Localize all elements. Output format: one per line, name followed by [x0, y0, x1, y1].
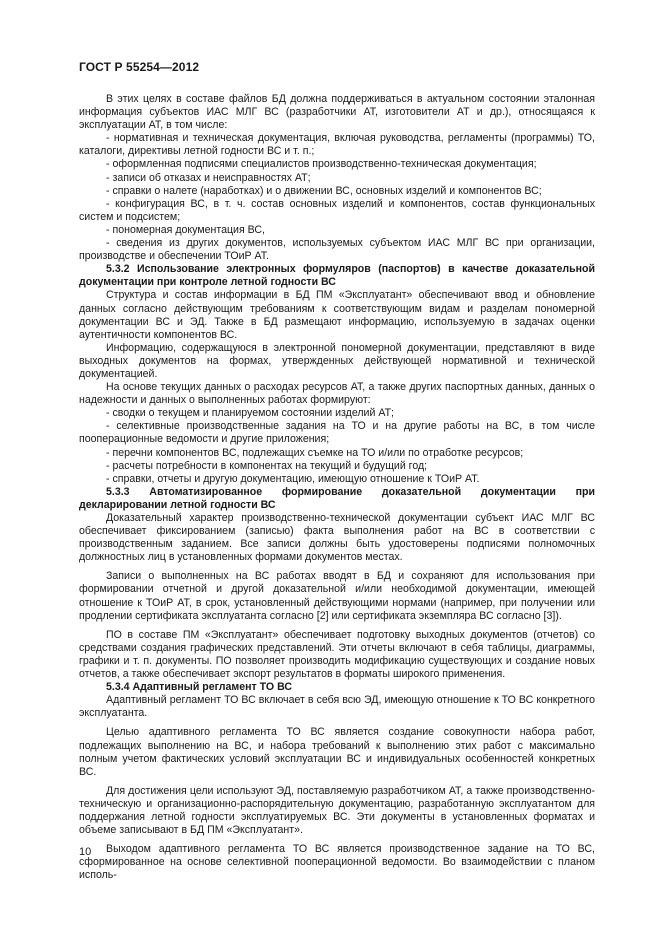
paragraph: На основе текущих данных о расходах ресурсов АТ, а также других паспортных данных, данных о надежности и данных о выполненных работах формируют:	[79, 381, 595, 407]
paragraph: Информацию, содержащуюся в электронной пономерной документации, представляют в виде выходных документов на формах, утвержденных действующей нормативной и технической документацией.	[79, 341, 595, 380]
paragraph: Для достижения цели используют ЭД, поставляемую разработчиком АТ, а также производственно-техническую и организационно-распорядительную документацию, разработанную эксплуатантом для поддержания летной годности эксплуатируемых ВС. Эти документы в установленных форматах и объеме записывают в БД ПМ «Эксплуатант».	[79, 784, 595, 837]
section-heading-5-3-2: 5.3.2 Использование электронных формуляров (паспортов) в качестве доказательной документации при контроле летной годности ВС	[79, 263, 595, 289]
list-item: - сведения из других документов, используемых субъектом ИАС МЛГ ВС при организации, производстве и обеспечении ТОиР АТ.	[79, 237, 595, 263]
document-header: ГОСТ Р 55254—2012	[79, 60, 200, 74]
paragraph: Доказательный характер производственно-технической документации субъект ИАС МЛГ ВС обеспечивает фиксированием (записью) факта выполнения работ на ВС в соответствии с производственным заданием. Все записи должны быть удостоверены подписями полномочных должностных лиц в установленных формами документов местах.	[79, 512, 595, 564]
paragraph: Выходом адаптивного регламента ТО ВС является производственное задание на ТО ВС, сформированное на основе селективной пооперационной ведомости. Во взаимодействии с планом исполь-	[79, 843, 595, 882]
section-heading-5-3-4: 5.3.4 Адаптивный регламент ТО ВС	[106, 681, 292, 694]
list-item: - конфигурация ВС, в т. ч. состав основных изделий и компонентов, состав функциональных систем и подсистем;	[79, 197, 595, 223]
list-item: - записи об отказах и неисправностях АТ;	[106, 171, 311, 184]
paragraph: Структура и состав информации в БД ПМ «Эксплуатант» обеспечивают ввод и обновление данных согласно действующим требованиям к соответствующим видам и разделам пономерной документации ВС и ЭД. Также в БД размещают информацию, используемую в задачах оценки аутентичности компонентов ВС.	[79, 289, 595, 341]
paragraph: Записи о выполненных на ВС работах вводят в БД и сохраняют для использования при формировании отчетной и другой доказательной и/или необходимой документации, имеющей отношение к ТОиР АТ, в срок, установленный действующими нормами (например, при получении или продлении сертификата эксплуатанта согласно [2] или сертификата экземпляра ВС согласно [3]).	[79, 570, 595, 622]
paragraph: Целью адаптивного регламента ТО ВС является создание совокупности набора работ, подлежащих выполнению на ВС, и набора требований к выполнению этих работ с максимально полным учетом фактических условий эксплуатации ВС и индивидуальных особенностей конкретных ВС.	[79, 726, 595, 778]
list-item: - перечни компонентов ВС, подлежащих съемке на ТО и/или по отработке ресурсов;	[106, 446, 524, 459]
section-heading-5-3-3: 5.3.3 Автоматизированное формирование доказательной документации при декларировании летной годности ВС	[79, 485, 595, 511]
list-item: - оформленная подписями специалистов производственно-техническая документация;	[106, 158, 537, 171]
list-item: - селективные производственные задания на ТО и на другие работы на ВС, в том числе пооперационные ведомости и другие приложения;	[79, 420, 595, 446]
list-item: - пономерная документация ВС,	[106, 223, 265, 236]
list-item: - сводки о текущем и планируемом состоянии изделий АТ;	[106, 407, 394, 420]
list-item: - расчеты потребности в компонентах на текущий и будущий год;	[106, 459, 428, 472]
list-item: - справки, отчеты и другую документацию, имеющую отношение к ТОиР АТ.	[106, 472, 480, 485]
paragraph: ПО в составе ПМ «Эксплуатант» обеспечивает подготовку выходных документов (отчетов) со средствами создания графических представлений. Эти отчеты включают в себя таблицы, диаграммы, графики и т. п. документы. ПО позволяет производить модификацию существующих и создание новых отчетов, а также обеспечивает экспорт результатов в форматы широкого применения.	[79, 628, 595, 681]
list-item: - справки о налете (наработках) и о движении ВС, основных изделий и компонентов ВС;	[106, 184, 542, 197]
list-item: - нормативная и техническая документация, включая руководства, регламенты (программы) ТО, каталоги, директивы летной годности ВС и т. п.;	[79, 132, 595, 158]
paragraph: Адаптивный регламент ТО ВС включает в себя всю ЭД, имеющую отношение к ТО ВС конкретного эксплуатанта.	[79, 694, 595, 720]
paragraph: В этих целях в составе файлов БД должна поддерживаться в актуальном состоянии эталонная информация субъектов ИАС МЛГ ВС (разработчики АТ, изготовители АТ и др.), относящаяся к эксплуатации АТ, в том числе:	[79, 93, 595, 132]
page-number: 10	[79, 846, 92, 858]
document-body	[79, 93, 595, 882]
